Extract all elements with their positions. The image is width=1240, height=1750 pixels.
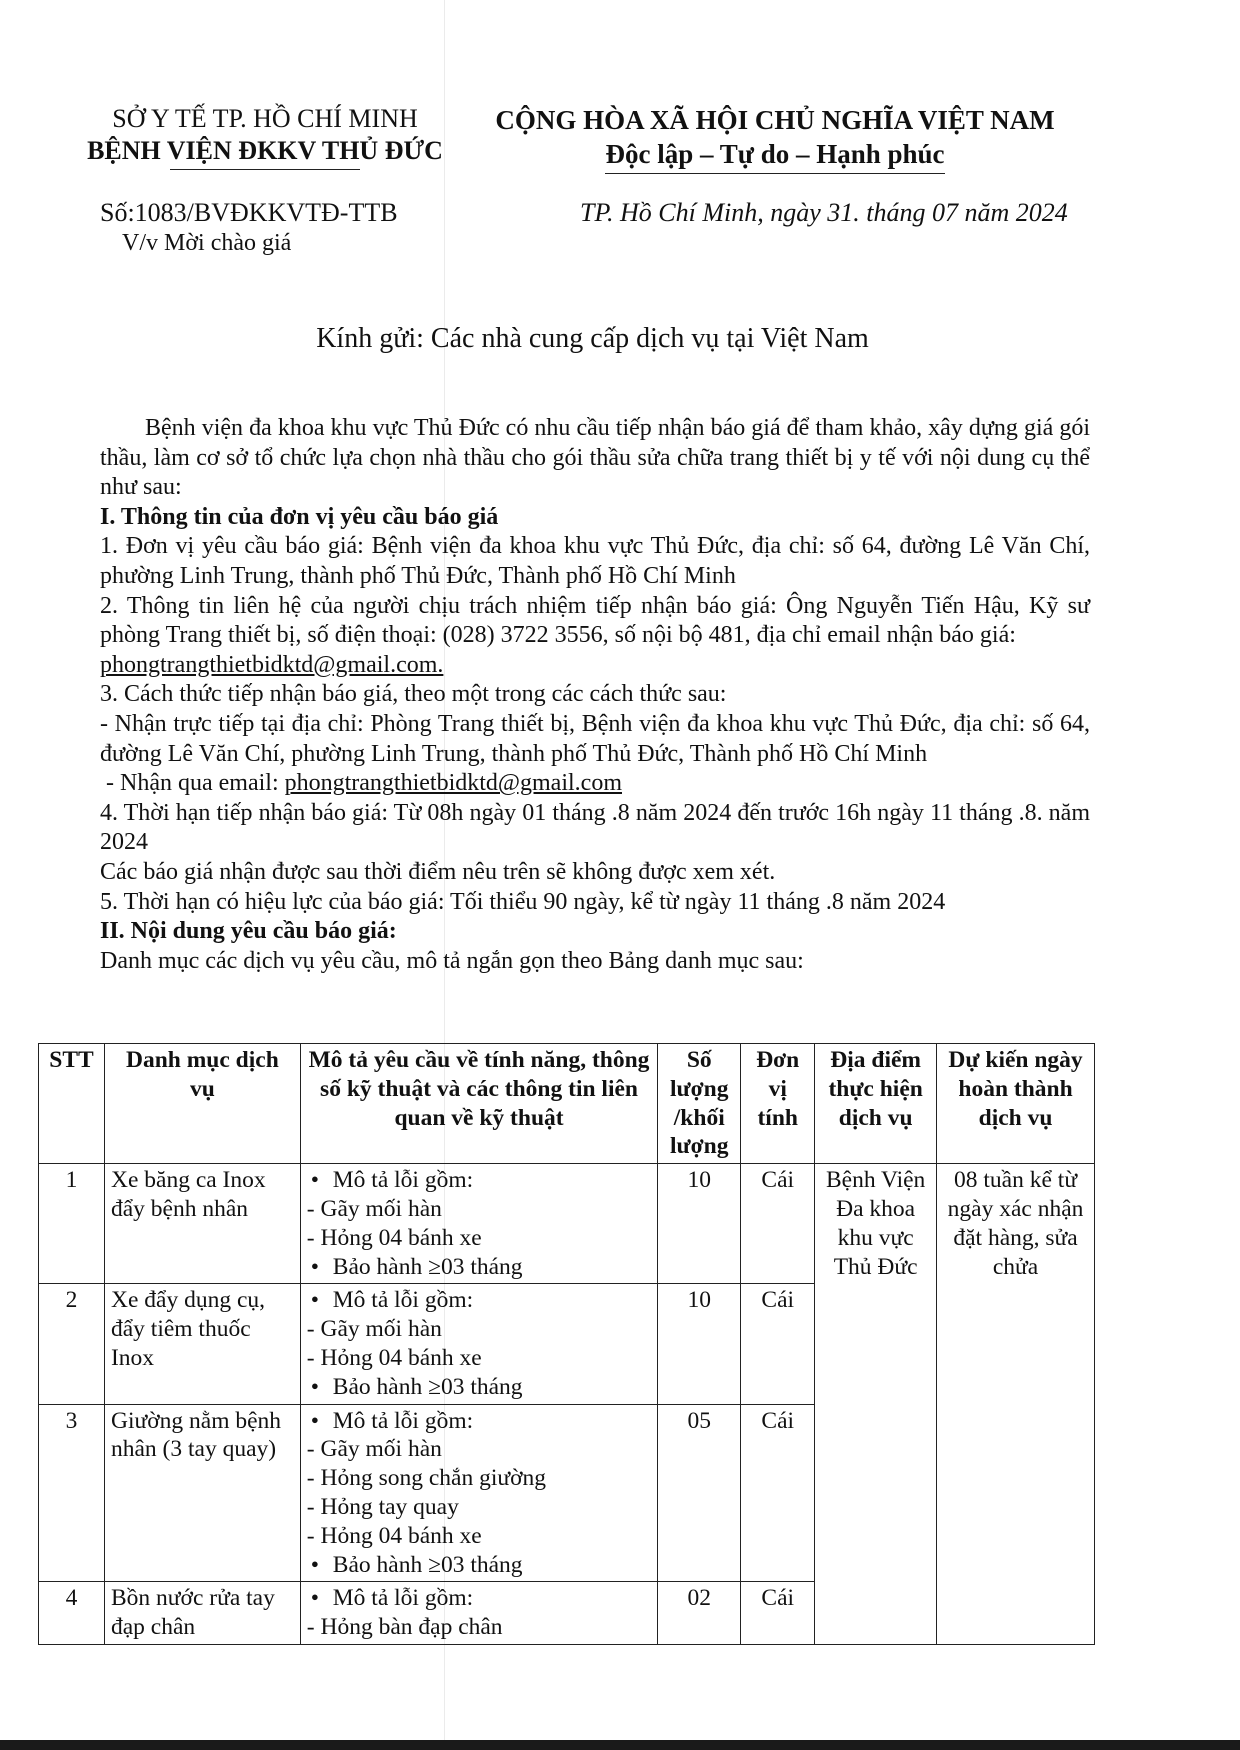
- receipt-method-email-label: - Nhận qua email:: [106, 770, 285, 797]
- document-number: Số:1083/BVĐKKVTĐ-TTB: [100, 198, 398, 227]
- row-unit: Cái: [741, 1404, 815, 1582]
- national-motto: Độc lập – Tự do – Hạnh phúc: [605, 137, 944, 174]
- header-location: Địa điểm thực hiện dịch vụ: [815, 1044, 937, 1164]
- row-quantity: 10: [658, 1164, 741, 1284]
- row-service: Xe băng ca Inox đẩy bệnh nhân: [104, 1164, 300, 1284]
- row-desc-bullet: Mô tả lỗi gồm:: [332, 1287, 474, 1314]
- row-description: • Mô tả lỗi gồm: - Gãy mối hàn - Hỏng 04 bánh xe • Bảo hành ≥03 tháng: [300, 1164, 658, 1284]
- row-fault-line: - Hỏng 04 bánh xe: [306, 1224, 482, 1251]
- row-fault-line: - Hỏng tay quay: [306, 1493, 459, 1520]
- row-desc-bullet: Mô tả lỗi gồm:: [332, 1167, 474, 1194]
- row-warranty: Bảo hành ≥03 tháng: [332, 1373, 523, 1400]
- row-service: Xe đẩy dụng cụ, đẩy tiêm thuốc Inox: [104, 1284, 300, 1404]
- row-stt: 1: [39, 1164, 105, 1284]
- country-name: CỘNG HÒA XÃ HỘI CHỦ NGHĨA VIỆT NAM: [495, 105, 1055, 135]
- section-2-intro: Danh mục các dịch vụ yêu cầu, mô tả ngắn gọn theo Bảng danh mục sau:: [100, 947, 804, 974]
- table-header-row: [39, 1044, 1095, 1164]
- service-table: [38, 1043, 1095, 1645]
- row-unit: Cái: [741, 1164, 815, 1284]
- row-stt: 2: [39, 1284, 105, 1404]
- requester-info: 1. Đơn vị yêu cầu báo giá: Bệnh viện đa khoa khu vực Thủ Đức, địa chỉ: số 64, đường Lê Văn Chí, phường Linh Trung, thành phố Thủ Đức, Thành phố Hồ Chí Minh: [100, 533, 1090, 589]
- row-fault-line: - Hỏng 04 bánh xe: [306, 1344, 482, 1371]
- late-quote-note: Các báo giá nhận được sau thời điểm nêu trên sẽ không được xem xét.: [100, 858, 776, 885]
- row-desc-bullet: Mô tả lỗi gồm:: [332, 1407, 474, 1434]
- row-description: • Mô tả lỗi gồm: - Hỏng bàn đạp chân: [300, 1582, 658, 1645]
- location-cell: Bệnh Viện Đa khoa khu vực Thủ Đức: [815, 1164, 937, 1645]
- document-date: TP. Hồ Chí Minh, ngày 31. tháng 07 năm 2024: [580, 198, 1068, 227]
- header-quantity: Số lượng /khối lượng: [658, 1044, 741, 1164]
- row-fault-line: - Hỏng 04 bánh xe: [306, 1522, 482, 1549]
- section-2-title: II. Nội dung yêu cầu báo giá:: [100, 918, 397, 945]
- row-fault-line: - Gãy mối hàn: [306, 1195, 442, 1222]
- header-stt: STT: [39, 1044, 105, 1164]
- scan-bottom-edge: [0, 1740, 1240, 1750]
- header-description: Mô tả yêu cầu về tính năng, thông số kỹ thuật và các thông tin liên quan về kỹ thuật: [300, 1044, 658, 1164]
- row-fault-line: - Hỏng bàn đạp chân: [306, 1614, 503, 1641]
- receipt-methods: 3. Cách thức tiếp nhận báo giá, theo một trong các cách thức sau:: [100, 681, 727, 708]
- row-fault-line: - Gãy mối hàn: [306, 1436, 442, 1463]
- row-quantity: 05: [658, 1404, 741, 1582]
- issuer-department: SỞ Y TẾ TP. HỒ CHÍ MINH: [112, 104, 418, 133]
- recipient-line: Kính gửi: Các nhà cung cấp dịch vụ tại Việt Nam: [316, 323, 869, 354]
- contact-info: 2. Thông tin liên hệ của người chịu trách nhiệm tiếp nhận báo giá: Ông Nguyễn Tiến Hậu, Kỹ sư phòng Trang thiết bị, số điện thoại: (028) 3722 3556, số nội bộ 481, địa chỉ email nhận báo giá:: [100, 592, 1090, 649]
- document-subject: V/v Mời chào giá: [122, 230, 292, 256]
- row-fault-line: - Hỏng song chắn giường: [306, 1465, 547, 1492]
- row-stt: 3: [39, 1404, 105, 1582]
- receipt-deadline: 4. Thời hạn tiếp nhận báo giá: Từ 08h ngày 01 tháng .8 năm 2024 đến trước 16h ngày 11 tháng .8. năm 2024: [100, 799, 1090, 856]
- issuer-block: [80, 103, 450, 170]
- row-fault-line: - Gãy mối hàn: [306, 1316, 442, 1343]
- row-description: • Mô tả lỗi gồm: - Gãy mối hàn - Hỏng 04 bánh xe • Bảo hành ≥03 tháng: [300, 1284, 658, 1404]
- intro-paragraph: Bệnh viện đa khoa khu vực Thủ Đức có nhu cầu tiếp nhận báo giá để tham khảo, xây dựng giá gói thầu, làm cơ sở tổ chức lựa chọn nhà thầu cho gói thầu sửa chữa trang thiết bị y tế với nội dung cụ thể như sau:: [100, 415, 1090, 501]
- row-service: Bồn nước rửa tay đạp chân: [104, 1582, 300, 1645]
- row-stt: 4: [39, 1582, 105, 1645]
- row-unit: Cái: [741, 1284, 815, 1404]
- row-quantity: 10: [658, 1284, 741, 1404]
- row-unit: Cái: [741, 1582, 815, 1645]
- contact-email-link[interactable]: phongtrangthietbidktd@gmail.com.: [100, 651, 444, 678]
- header-unit: Đơn vị tính: [741, 1044, 815, 1164]
- header-completion: Dự kiến ngày hoàn thành dịch vụ: [937, 1044, 1095, 1164]
- table-row: [39, 1164, 1095, 1284]
- row-quantity: 02: [658, 1582, 741, 1645]
- row-warranty: Bảo hành ≥03 tháng: [332, 1551, 523, 1578]
- issuer-underline: [170, 169, 360, 170]
- row-desc-bullet: Mô tả lỗi gồm:: [332, 1585, 474, 1612]
- national-heading: [475, 103, 1075, 174]
- quote-validity: 5. Thời hạn có hiệu lực của báo giá: Tối thiểu 90 ngày, kể từ ngày 11 tháng .8 năm 2024: [100, 888, 946, 915]
- row-warranty: Bảo hành ≥03 tháng: [332, 1253, 523, 1280]
- receipt-method-direct: - Nhận trực tiếp tại địa chỉ: Phòng Trang thiết bị, Bệnh viện đa khoa khu vực Thủ Đức, địa chỉ: số 64, đường Lê Văn Chí, phường Linh Trung, thành phố Thủ Đức, Thành phố Hồ Chí Minh: [100, 710, 1090, 767]
- completion-cell: 08 tuần kể từ ngày xác nhận đặt hàng, sửa chửa: [937, 1164, 1095, 1645]
- row-service: Giường nằm bệnh nhân (3 tay quay): [104, 1404, 300, 1582]
- issuer-hospital: BỆNH VIỆN ĐKKV THỦ ĐỨC: [87, 136, 443, 165]
- receipt-email-link[interactable]: phongtrangthietbidktd@gmail.com: [284, 770, 622, 797]
- row-description: • Mô tả lỗi gồm: - Gãy mối hàn - Hỏng song chắn giường - Hỏng tay quay - Hỏng 04 bánh xe • Bảo hành ≥03 tháng: [300, 1404, 658, 1582]
- letter-body: [100, 414, 1090, 976]
- header-service: Danh mục dịch vụ: [104, 1044, 300, 1164]
- section-1-title: I. Thông tin của đơn vị yêu cầu báo giá: [100, 503, 499, 530]
